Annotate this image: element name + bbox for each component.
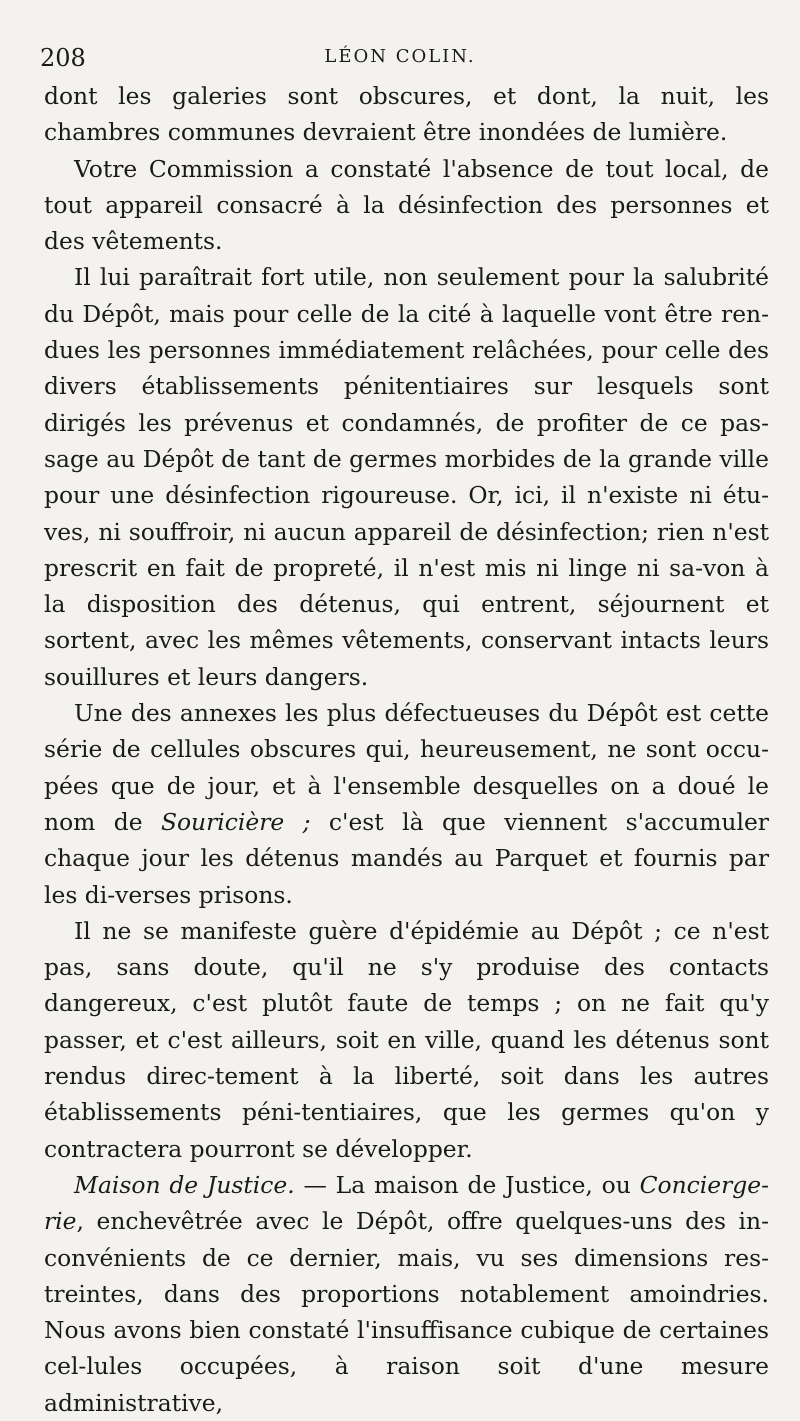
paragraph-text: Une des annexes les plus défectueuses du Dépôt est cette série de cellules obscures qui, heureusement, ne sont occu-pées que de jour, et à l'ensemble desquelles on a doué le nom de (44, 699, 769, 836)
italic-text: Maison de Justice. (74, 1170, 295, 1199)
paragraph (44, 78, 769, 151)
paragraph-text: c'est là que viennent s'accumuler chaque jour les détenus mandés au Parquet et fournis par les di-verses prisons. (44, 807, 769, 909)
paragraph (44, 151, 769, 260)
paragraph-text: , enchevêtrée avec le Dépôt, offre quelques-uns des in-convénients de ce dernier, mais, vu ses dimensions res-treintes, dans des proportions notablement amoindries. Nous avons bien constaté l'insuffisance cubique de certaines cel-lules occupées, à raison soit d'une mesure administrative, (44, 1207, 769, 1417)
body-text (44, 78, 769, 1421)
italic-text: Concierge-rie (44, 1170, 769, 1236)
page-header (40, 44, 760, 76)
paragraph-text: — La maison de Justice, ou (294, 1170, 640, 1199)
paragraph (44, 1167, 769, 1421)
paragraph-text: dont les galeries sont obscures, et dont, la nuit, les chambres communes devraient être inondées de lumière. (44, 82, 769, 147)
paragraph (44, 695, 769, 913)
paragraph (44, 913, 769, 1167)
page-number: 208 (40, 44, 86, 72)
paragraph-text: Il ne se manifeste guère d'épidémie au Dépôt ; ce n'est pas, sans doute, qu'il ne s'y produise des contacts dangereux, c'est plutôt faute de temps ; on ne fait qu'y passer, et c'est ailleurs, soit en ville, quand les détenus sont rendus direc-tement à la liberté, soit dans les autres établissements péni-tentiaires, que les germes qu'on y contractera pourront se développer. (44, 916, 769, 1163)
italic-text: Souricière ; (160, 807, 311, 836)
paragraph-text: Votre Commission a constaté l'absence de tout local, de tout appareil consacré à la désinfection des personnes et des vêtements. (44, 154, 769, 256)
paragraph (44, 259, 769, 695)
running-head: LÉON COLIN. (324, 46, 476, 67)
paragraph-text: Il lui paraîtrait fort utile, non seulement pour la salubrité du Dépôt, mais pour celle de la cité à laquelle vont être ren-dues les personnes immédiatement relâchées, pour celle des divers établissements pénitentiaires sur lesquels sont dirigés les prévenus et condamnés, de profiter de ce pas-sage au Dépôt de tant de germes morbides de la grande ville pour une désinfection rigoureuse. Or, ici, il n'existe ni étu-ves, ni souffroir, ni aucun appareil de désinfection; rien n'est prescrit en fait de propreté, il n'est mis ni linge ni sa-von à la disposition des détenus, qui entrent, séjournent et sortent, avec les mêmes vêtements, conservant intacts leurs souillures et leurs dangers. (44, 263, 769, 691)
